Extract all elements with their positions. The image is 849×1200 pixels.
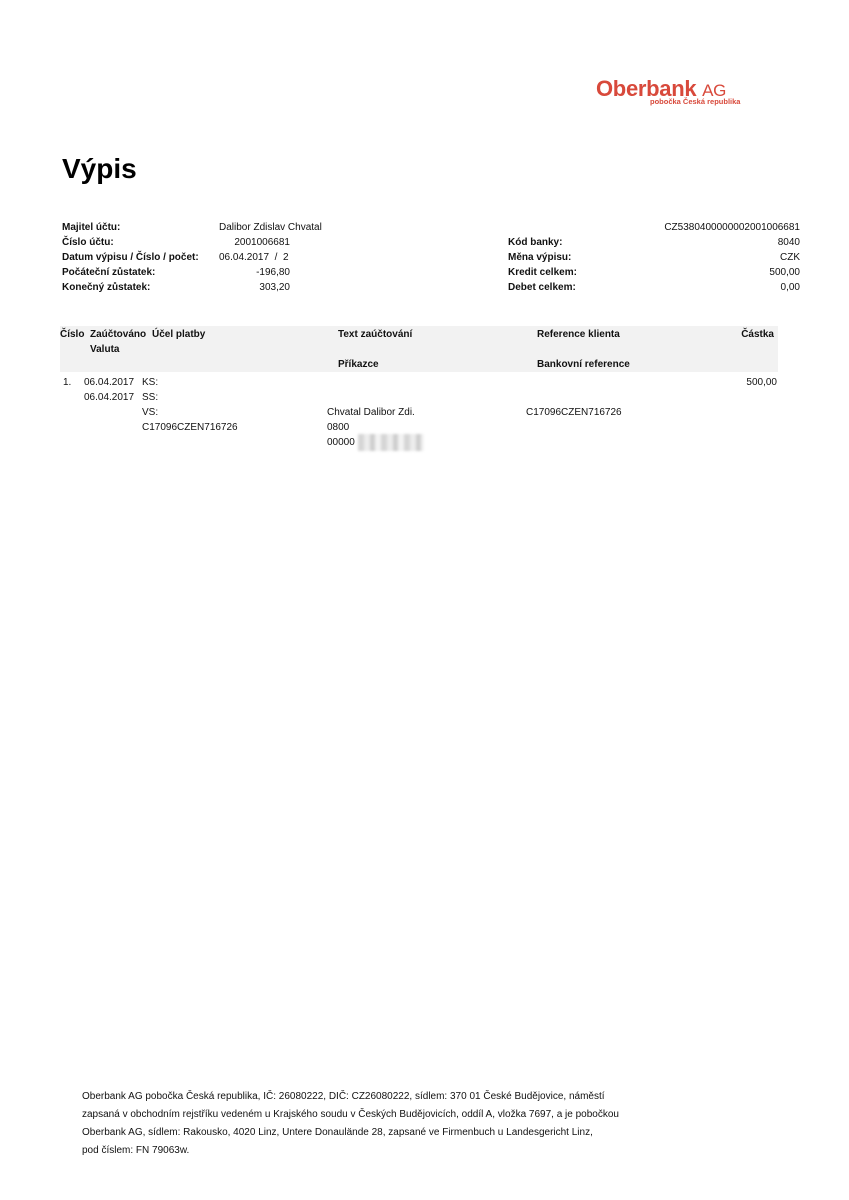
redacted-area bbox=[358, 434, 424, 451]
bank-code-label: Kód banky: bbox=[508, 237, 563, 248]
closing-balance-label: Konečný zůstatek: bbox=[62, 282, 151, 293]
bank-code-value: 8040 bbox=[777, 237, 800, 248]
col-client-reference: Reference klienta bbox=[537, 329, 620, 340]
footer-line: zapsaná v obchodním rejstříku vedeném u Krajského soudu v Českých Budějovicích, oddíl A, vložka 7697, a je pobočkou bbox=[82, 1109, 619, 1120]
footer-line: Oberbank AG pobočka Česká republika, IČ: 26080222, DIČ: CZ26080222, sídlem: 370 01 České Budějovice, náměstí bbox=[82, 1091, 605, 1102]
row-ss: SS: bbox=[142, 392, 159, 403]
closing-balance-value: 303,20 bbox=[259, 282, 290, 293]
col-number: Číslo bbox=[60, 329, 85, 340]
opening-balance-value: -196,80 bbox=[256, 267, 290, 278]
owner-value: Dalibor Zdislav Chvatal bbox=[219, 222, 322, 233]
row-ks: KS: bbox=[142, 377, 159, 388]
col-purpose: Účel platby bbox=[152, 329, 206, 340]
credit-total-label: Kredit celkem: bbox=[508, 267, 577, 278]
row-amount: 500,00 bbox=[746, 377, 777, 388]
col-bank-reference: Bankovní reference bbox=[537, 359, 630, 370]
row-value-date: 06.04.2017 bbox=[84, 392, 135, 403]
logo-name: Oberbank bbox=[596, 76, 697, 101]
col-amount: Částka bbox=[741, 329, 774, 340]
footer-line: pod číslem: FN 79063w. bbox=[82, 1145, 190, 1156]
account-number-label: Číslo účtu: bbox=[62, 237, 114, 248]
debit-total-value: 0,00 bbox=[780, 282, 800, 293]
currency-label: Měna výpisu: bbox=[508, 252, 572, 263]
row-payer-code: 0800 bbox=[327, 422, 350, 433]
debit-total-label: Debet celkem: bbox=[508, 282, 576, 293]
logo-suffix: AG bbox=[702, 81, 727, 100]
footer bbox=[82, 1088, 642, 1160]
statement-date-label: Datum výpisu / Číslo / počet: bbox=[62, 252, 199, 263]
col-posted: Zaúčtováno bbox=[90, 329, 147, 340]
row-client-reference: C17096CZEN716726 bbox=[526, 407, 622, 418]
opening-balance-label: Počáteční zůstatek: bbox=[62, 267, 156, 278]
footer-line: Oberbank AG, sídlem: Rakousko, 4020 Linz, Untere Donaulände 28, zapsané ve Firmenbuch u Landesgericht Linz, bbox=[82, 1127, 593, 1138]
iban-value: CZ5380400000002001006681 bbox=[664, 222, 800, 233]
owner-label: Majitel účtu: bbox=[62, 222, 121, 233]
page-title: Výpis bbox=[62, 153, 137, 184]
statement-date-value: 06.04.2017 / 2 bbox=[219, 252, 289, 263]
col-payer: Příkazce bbox=[338, 359, 379, 370]
row-purpose: C17096CZEN716726 bbox=[142, 422, 238, 433]
col-posting-text: Text zaúčtování bbox=[338, 329, 413, 340]
row-payer-account: 00000 bbox=[327, 437, 355, 448]
logo-subtitle: pobočka Česká republika bbox=[650, 97, 741, 106]
row-vs: VS: bbox=[142, 407, 159, 418]
currency-value: CZK bbox=[780, 252, 800, 263]
credit-total-value: 500,00 bbox=[769, 267, 800, 278]
col-value-date: Valuta bbox=[90, 344, 120, 355]
row-number: 1. bbox=[63, 377, 72, 388]
row-payer-name: Chvatal Dalibor Zdi. bbox=[327, 407, 415, 418]
account-number-value: 2001006681 bbox=[234, 237, 290, 248]
row-posted-date: 06.04.2017 bbox=[84, 377, 135, 388]
